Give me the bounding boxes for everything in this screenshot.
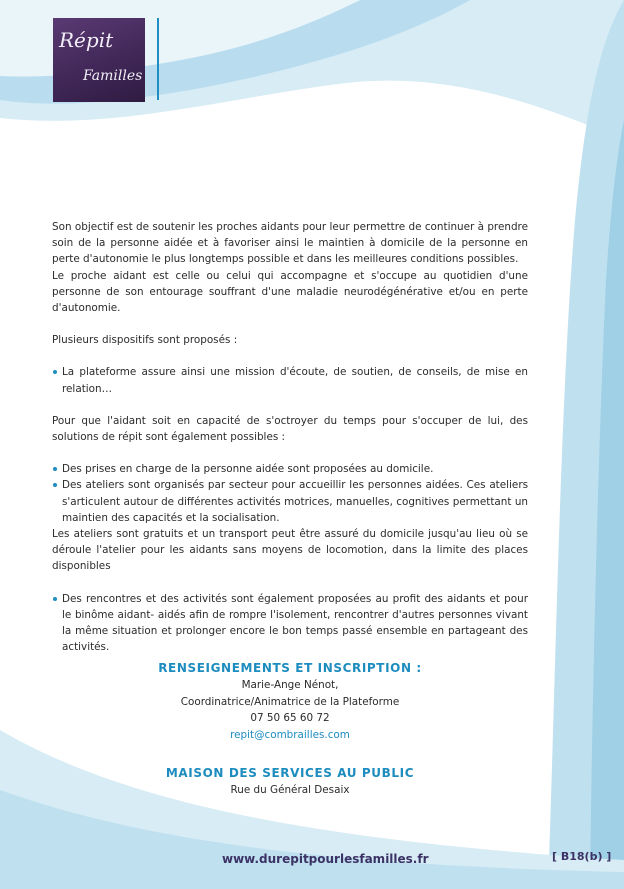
paragraph-aidant: Le proche aidant est celle ou celui qui accompagne et s'occupe au quotidien d'une personne de son entourage souffrant d'une maladie neurodégénérative et/ou en perte d'autonomie. — [52, 269, 528, 315]
contact-role: Coordinatrice/Animatrice de la Plateforme — [180, 695, 400, 708]
contact-email-link[interactable]: repit@combrailles.com — [230, 728, 350, 741]
logo-divider — [157, 18, 159, 100]
main-text — [52, 219, 528, 655]
bullet-rencontres: Des rencontres et des activités sont également proposées au profit des aidants et pour le binôme aidant- aidés afin de rompre l'isolement, rencontrer d'autres personnes vivant la même situation et prolonger encore le bon temps passé ensemble en partageant des activités. — [52, 591, 528, 656]
contact-heading: RENSEIGNEMENTS ET INSCRIPTION : — [158, 661, 422, 675]
bullet-plateforme: La plateforme assure ainsi une mission d'écoute, de soutien, de conseils, de mise en relation… — [52, 364, 528, 396]
msap-heading: MAISON DES SERVICES AU PUBLIC — [165, 766, 415, 780]
website-link[interactable]: www.durepitpourlesfamilles.fr — [222, 852, 429, 866]
document-code: [ B18(b) ] — [552, 850, 612, 863]
contact-block — [52, 660, 528, 743]
logo-text: Répit — [59, 28, 114, 52]
bullet-prises-en-charge: Des prises en charge de la personne aidée sont proposées au domicile. — [52, 461, 528, 477]
paragraph-dispositifs: Plusieurs dispositifs sont proposés : — [52, 334, 238, 347]
paragraph-transport: Les ateliers sont gratuits et un transport peut être assuré du domicile jusqu'au lieu où se déroule l'atelier pour les aidants sans moyens de locomotion, dans la limite des places disponibles — [52, 528, 528, 573]
contact-name: Marie-Ange Nénot, — [241, 679, 339, 691]
logo — [53, 18, 145, 102]
paragraph-repit: Pour que l'aidant soit en capacité de s'octroyer du temps pour s'occuper de lui, des solutions de répit sont également possibles : — [52, 414, 528, 444]
msap-block — [52, 765, 528, 799]
paragraph-objective: Son objectif est de soutenir les proches aidants pour leur permettre de continuer à prendre soin de la personne aidée et à favoriser ainsi le maintien à domicile de la personne en perte d'autonomie le plus longtemps possible et dans les meilleures conditions possibles. — [52, 221, 528, 266]
msap-address: Rue du Général Desaix — [230, 784, 350, 796]
logo-subtext: Familles — [83, 68, 143, 84]
bullet-ateliers: Des ateliers sont organisés par secteur pour accueillir les personnes aidées. Ces ateliers s'articulent autour de différentes activités motrices, manuelles, cognitives permettant un maintien des capacités et la socialisation. — [52, 477, 528, 526]
contact-phone: 07 50 65 60 72 — [250, 712, 330, 724]
